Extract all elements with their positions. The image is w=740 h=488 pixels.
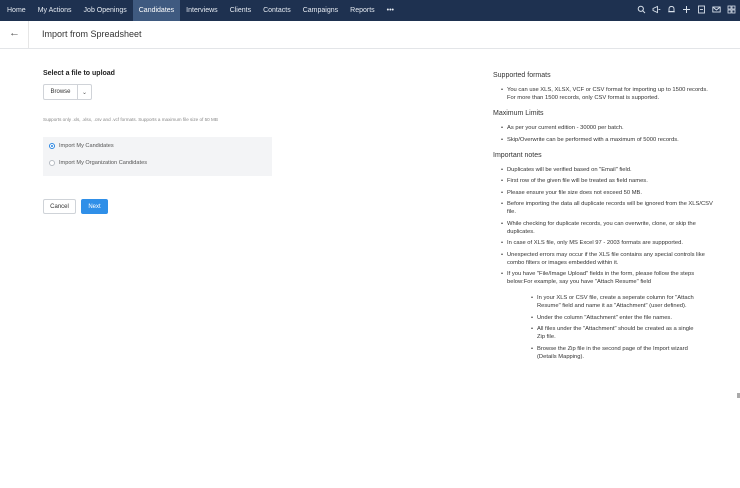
nav-tools xyxy=(637,0,736,21)
nav-menu xyxy=(0,0,400,21)
import-option-my-candidates[interactable] xyxy=(49,143,114,149)
bell-icon[interactable] xyxy=(667,5,676,16)
list-item: • Skip/Overwrite can be performed with a maximum of 5000 records. xyxy=(501,136,718,144)
page-title: Import from Spreadsheet xyxy=(42,29,142,39)
supported-formats-list xyxy=(493,86,718,102)
list-item: • In case of XLS file, only MS Excel 97 - 2003 formats are suppported. xyxy=(501,239,718,247)
import-option-org-candidates[interactable] xyxy=(49,160,147,166)
header-divider xyxy=(28,21,29,48)
plus-icon[interactable] xyxy=(682,5,691,16)
supported-formats-hint: Supports only .xls, .xlsx, .csv and .vcf formats. Supports a maximum file size of 50 MB xyxy=(43,117,218,122)
nav-item-interviews[interactable]: Interviews xyxy=(186,7,218,14)
list-item: • While checking for duplicate records, you can overwrite, clone, or skip the duplicates. xyxy=(501,220,718,236)
nav-item-clients[interactable]: Clients xyxy=(229,7,252,14)
important-notes-list xyxy=(493,166,718,287)
list-item: • You can use XLS, XLSX, VCF or CSV format for importing up to 1500 records. For more than 1500 records, only CSV format is supported. xyxy=(501,86,718,102)
list-item: • Under the column "Attachment" enter the file names. xyxy=(531,314,701,322)
nav-item-reports[interactable]: Reports xyxy=(350,7,375,14)
back-arrow-icon[interactable]: ← xyxy=(9,27,20,39)
nav-item-campaigns[interactable]: Campaigns xyxy=(302,7,339,14)
top-navigation xyxy=(0,0,740,21)
select-file-label: Select a file to upload xyxy=(43,70,115,77)
option-label: Import My Organization Candidates xyxy=(59,160,147,166)
nav-item-my-actions[interactable]: My Actions xyxy=(37,7,72,14)
nav-item-home[interactable]: Home xyxy=(7,7,26,14)
maximum-limits-heading: Maximum Limits xyxy=(493,110,544,117)
important-notes-heading: Important notes xyxy=(493,151,542,159)
cancel-button[interactable]: Cancel xyxy=(43,199,76,214)
search-icon[interactable] xyxy=(637,5,646,16)
browse-dropdown[interactable] xyxy=(43,84,92,100)
list-item: • In your XLS or CSV file, create a seperate column for "Attach Resume" field and name it as "Attachment" (user defined). xyxy=(531,294,701,310)
nav-item-more[interactable]: ••• xyxy=(386,7,395,14)
attachment-steps-list xyxy=(493,294,718,361)
announcement-icon[interactable] xyxy=(652,5,661,16)
list-item: • Browse the Zip file in the second page of the Import wizard (Details Mapping). xyxy=(531,345,701,361)
next-button[interactable]: Next xyxy=(81,199,108,214)
list-item: • First row of the given file will be treated as field names. xyxy=(501,177,718,185)
list-item: • If you have "File/Image Upload" fields in the form, please follow the steps below:For example, say you have "Attach Resume" field xyxy=(501,270,718,286)
mail-icon[interactable] xyxy=(712,5,721,16)
nav-item-candidates[interactable]: Candidates xyxy=(133,0,180,21)
nav-item-contacts[interactable]: Contacts xyxy=(263,7,291,14)
import-options-panel xyxy=(43,137,272,176)
list-item: • As per your current edition - 30000 per batch. xyxy=(501,124,718,132)
radio-my-candidates[interactable] xyxy=(49,143,55,149)
list-item: • Please ensure your file size does not exceed 50 MB. xyxy=(501,189,718,197)
list-item: • Before importing the data all duplicate records will be ignored from the XLS/CSV file. xyxy=(501,200,718,216)
badge-icon[interactable] xyxy=(697,5,706,16)
list-item: • Unexpected errors may occur if the XLS file contains any special controls like combo filters or images embedded within it. xyxy=(501,251,718,267)
chevron-down-icon[interactable]: ⌄ xyxy=(81,89,88,96)
list-item: • All files under the "Attachment" should be created as a single Zip file. xyxy=(531,325,701,341)
grid-icon[interactable] xyxy=(727,5,736,16)
page-header xyxy=(0,21,740,49)
list-item: • Duplicates will be verified based on "Email" field. xyxy=(501,166,718,174)
option-label: Import My Candidates xyxy=(59,143,114,149)
supported-formats-heading: Supported formats xyxy=(493,72,551,79)
browse-button[interactable]: Browse xyxy=(44,85,78,99)
nav-item-job-openings[interactable]: Job Openings xyxy=(83,7,127,14)
radio-org-candidates[interactable] xyxy=(49,160,55,166)
maximum-limits-list xyxy=(493,124,718,144)
import-info-panel xyxy=(493,72,718,364)
